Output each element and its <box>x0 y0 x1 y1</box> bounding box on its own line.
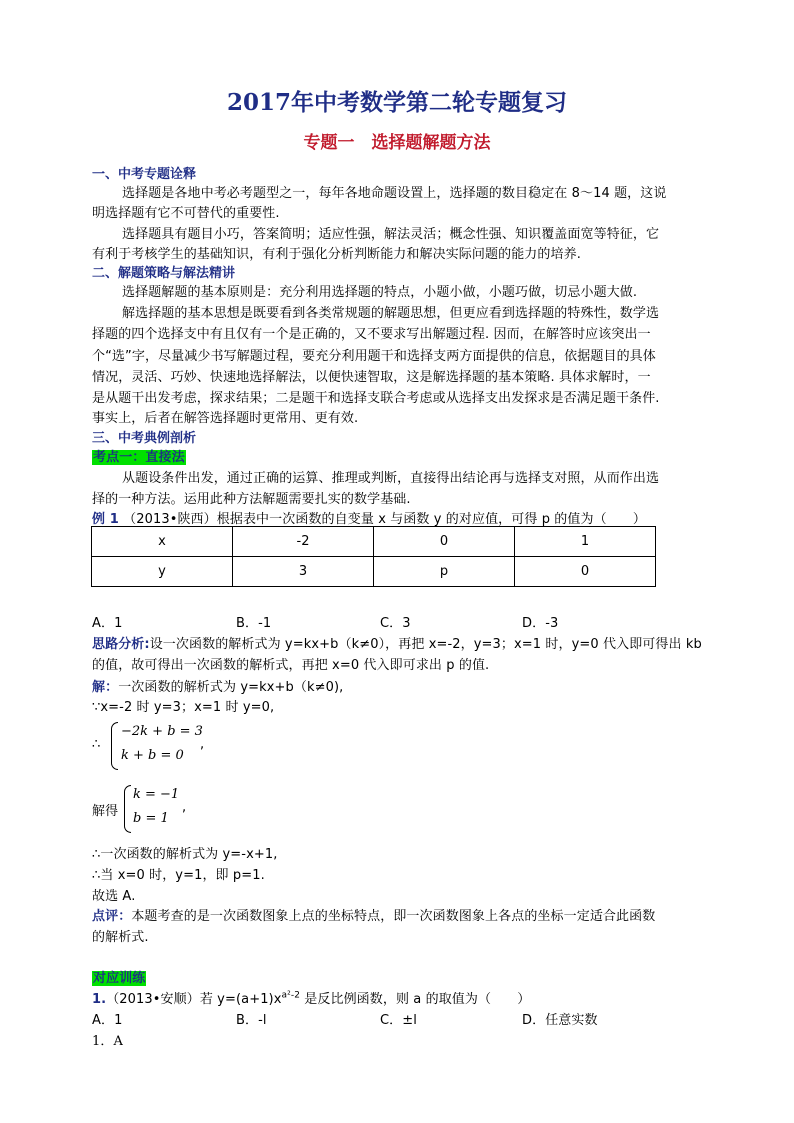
table-cell: -2 <box>233 527 374 557</box>
paragraph-line: 有利于考核学生的基础知识，有利于强化分析判断能力和解决实际问题的能力的培养. <box>92 247 581 262</box>
example-question <box>92 508 646 527</box>
option-c: C．3 <box>380 616 411 631</box>
equation-comma: , <box>200 737 205 752</box>
analysis-label: 思路分析: <box>92 637 150 652</box>
equation-line: k + b = 0 <box>121 748 184 763</box>
page-subtitle: 专题一 选择题解题方法 <box>303 133 491 153</box>
equation-brace <box>111 722 118 770</box>
practice-text-post: 是反比例函数，则 a 的取值为（ ） <box>300 992 531 1007</box>
table-cell: p <box>374 557 515 587</box>
page-title: 2017年中考数学第二轮专题复习 <box>226 89 567 116</box>
practice-option-b: B．-l <box>236 1013 267 1028</box>
conclusion-line: ∴当 x=0 时，y=1，即 p=1. <box>92 868 265 883</box>
practice-tag <box>92 967 146 986</box>
value-table <box>91 526 656 587</box>
paragraph-line: 个“选”字，尽量减少书写解题过程，要充分利用题干和选择支两方面提供的信息，依据题目的具体 <box>92 349 656 364</box>
practice-option-d: D．任意实数 <box>522 1013 598 1028</box>
example-text: （2013•陕西）根据表中一次函数的自变量 x 与函数 y 的对应值，可得 p 的值为（ ） <box>123 512 646 527</box>
analysis-line: 的值，故可得出一次函数的解析式，再把 x=0 代入即可求出 p 的值. <box>92 658 490 673</box>
paragraph-line: 解选择题的基本思想是既要看到各类常规题的解题思想，但更应看到选择题的特殊性，数学选 <box>122 306 660 321</box>
comment-line: 的解析式. <box>92 930 149 945</box>
comment-label: 点评： <box>92 909 132 924</box>
practice-number: 1. <box>92 992 107 1007</box>
paragraph-line: 择的一种方法。运用此种方法解题需要扎实的数学基础. <box>92 492 411 507</box>
solution-line: ∵x=-2 时 y=3；x=1 时 y=0, <box>92 700 275 715</box>
comment-line <box>92 905 655 924</box>
paragraph-line: 择题的四个选择支中有且仅有一个是正确的，又不要求写出解题过程. 因而，在解答时应该突出一 <box>92 327 651 342</box>
paragraph-line: 选择题是各地中考必考题型之一，每年各地命题设置上，选择题的数目稳定在 8～14 题，这说 <box>122 186 667 201</box>
option-b: B．-1 <box>236 616 272 631</box>
paragraph-line: 明选择题有它不可替代的重要性. <box>92 206 280 221</box>
practice-question <box>92 988 530 1007</box>
practice-exponent: a²-2 <box>281 990 301 1001</box>
solution-text: 一次函数的解析式为 y=kx+b（k≠0), <box>118 680 344 695</box>
practice-text-pre: （2013•安顺）若 y=(a+1)x <box>106 992 282 1007</box>
example-label: 例 1 <box>92 512 119 527</box>
practice-tag-text: 对应训练 <box>93 971 146 986</box>
section-heading-2: 二、解题策略与解法精讲 <box>92 266 236 281</box>
equation-line: −2k + b = 3 <box>121 724 203 739</box>
paragraph-line: 从题设条件出发，通过正确的运算、推理或判断，直接得出结论再与选择支对照，从而作出选 <box>122 471 660 486</box>
conclusion-line: ∴一次函数的解析式为 y=-x+1, <box>92 847 278 862</box>
paragraph-line: 选择题具有题目小巧，答案简明；适应性强，解法灵活；概念性强、知识覆盖面宽等特征，它 <box>122 227 660 242</box>
practice-answer: 1．A <box>92 1034 123 1049</box>
analysis-text: 设一次函数的解析式为 y=kx+b（k≠0），再把 x=-2，y=3；x=1 时，y=0 代入即可得出 kb <box>149 637 702 652</box>
equation-comma: , <box>182 800 187 815</box>
comment-text: 本题考查的是一次函数图象上点的坐标特点，即一次函数图象上各点的坐标一定适合此函数 <box>131 909 656 924</box>
equation-brace <box>124 785 131 833</box>
option-d: D．-3 <box>522 616 559 631</box>
solution-line <box>92 676 343 695</box>
solution-label: 解： <box>92 680 119 695</box>
therefore-symbol: ∴ <box>92 737 101 752</box>
table-cell: y <box>92 557 233 587</box>
table-cell: 1 <box>515 527 656 557</box>
paragraph-line: 是从题干出发考虑，探求结果；二是题干和选择支联合考虑或从选择支出发探求是否满足题干条件. <box>92 391 660 406</box>
section-heading-3: 三、中考典例剖析 <box>92 431 197 446</box>
analysis-line <box>92 633 702 652</box>
table-row <box>92 527 656 557</box>
table-cell: 0 <box>515 557 656 587</box>
table-cell: 3 <box>233 557 374 587</box>
practice-option-a: A．1 <box>92 1013 123 1028</box>
topic-tag <box>92 446 186 465</box>
choice-line: 故选 A. <box>92 889 136 904</box>
paragraph-line: 情况，灵活、巧妙、快速地选择解法，以便快速智取，这是解选择题的基本策略. 具体求解时，一 <box>92 370 651 385</box>
section-heading-1: 一、中考专题诠释 <box>92 167 197 182</box>
option-a: A．1 <box>92 616 123 631</box>
paragraph-line: 选择题解题的基本原则是：充分利用选择题的特点，小题小做，小题巧做，切忌小题大做. <box>122 285 638 300</box>
solve-label: 解得 <box>92 804 119 819</box>
paragraph-line: 事实上，后者在解答选择题时更常用、更有效. <box>92 411 359 426</box>
table-row <box>92 557 656 587</box>
practice-option-c: C．±l <box>380 1013 417 1028</box>
equation-line: k = −1 <box>133 787 180 802</box>
equation-line: b = 1 <box>133 811 169 826</box>
topic-tag-text: 考点一：直接法 <box>93 450 185 465</box>
table-cell: x <box>92 527 233 557</box>
table-cell: 0 <box>374 527 515 557</box>
